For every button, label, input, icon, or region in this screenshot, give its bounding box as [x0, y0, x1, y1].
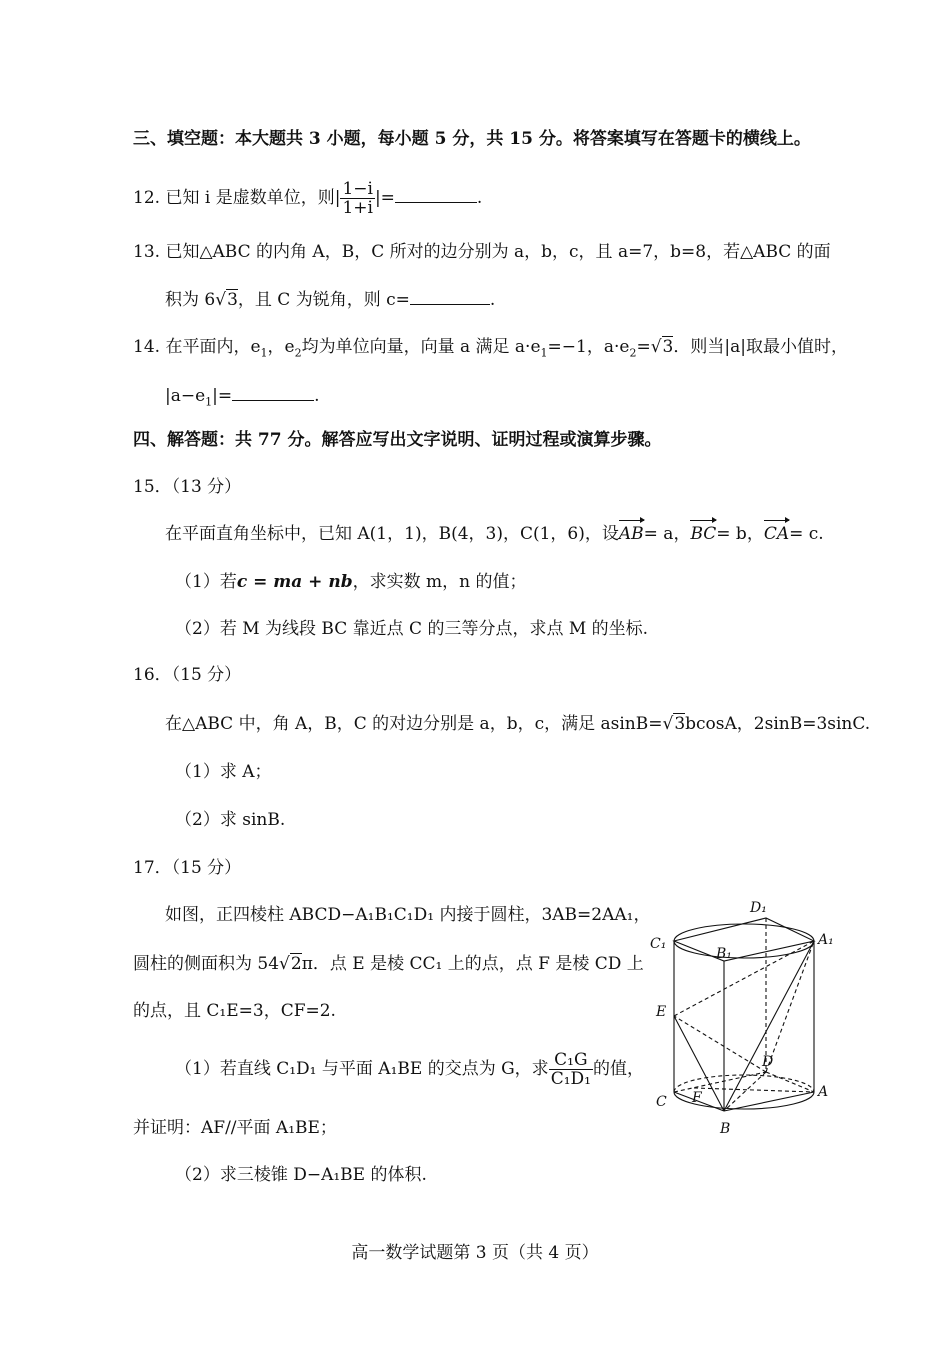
q16-stem: 在△ABC 中，角 A，B，C 的对边分别是 a，b，c，满足 asinB=√3bcosA，2sinB=3sinC.: [165, 714, 871, 734]
q15-stem: 在平面直角坐标中，已知 A(1，1)，B(4，3)，C(1，6)，设AB= a，BC= b，CA= c.: [165, 524, 824, 544]
edge-da: [766, 1072, 814, 1092]
q12-text: 已知 i 是虚数单位，则|: [165, 188, 341, 208]
q16-part-1: （1）求 A；: [175, 762, 272, 782]
question-13-line-1: 13. 已知△ABC 的内角 A，B，C 所对的边分别为 a，b，c，且 a=7，b=8，若△ABC 的面: [133, 242, 831, 262]
label-b1: B₁: [716, 946, 732, 962]
q17-part-2: （2）求三棱锥 D−A₁BE 的体积.: [175, 1165, 427, 1185]
top-ellipse: [674, 924, 814, 958]
vector-bc: BC: [690, 524, 717, 544]
question-14-line-2: $|a-e_1|=$ .: [165, 386, 320, 409]
section-3-title: 三、填空题：本大题共 3 小题，每小题 5 分，共 15 分。将答案填写在答题卡的横线上。: [133, 129, 811, 149]
q17-line-2: 圆柱的侧面积为 54√2π．点 E 是棱 CC₁ 上的点，点 F 是棱 CD 上: [133, 954, 644, 974]
q12-answer-blank[interactable]: [395, 188, 477, 203]
q17-header: 17．（15 分）: [133, 858, 242, 878]
q15-header: 15．（13 分）: [133, 477, 242, 497]
vector-ab: AB: [618, 524, 644, 544]
q15-part-1: （1）若c = ma + nb，求实数 m，n 的值；: [175, 572, 527, 592]
vector-ca: CA: [763, 524, 790, 544]
q17-part-1-continued: 并证明：AF//平面 A₁BE；: [133, 1118, 337, 1138]
q17-part-1: （1）若直线 C₁D₁ 与平面 A₁BE 的交点为 G，求 $\frac{\text{C₁G}}{\text{C₁D₁}}$ 的值，: [175, 1050, 644, 1089]
label-d: D: [762, 1054, 774, 1070]
q16-header: 16．（15 分）: [133, 665, 242, 685]
q17-fraction: $\frac{\text{C₁G}}{\text{C₁D₁}}$: [550, 1050, 591, 1089]
line-a1b: [724, 941, 814, 1111]
line-da1: [766, 941, 814, 1072]
label-a: A: [818, 1084, 829, 1100]
q12-fraction: $\frac{1-i}{1+i}$: [342, 179, 373, 218]
line-de: [674, 1016, 766, 1072]
question-13-line-2: 积为 6√3，且 C 为锐角，则 c= .: [165, 290, 496, 310]
page-footer: 高一数学试题第 3 页（共 4 页）: [351, 1243, 599, 1263]
label-b: B: [720, 1121, 731, 1137]
line-ea1: [674, 941, 814, 1016]
label-e: E: [656, 1004, 667, 1020]
q12-number: 12.: [133, 188, 161, 208]
section-4-title: 四、解答题：共 77 分。解答应写出文字说明、证明过程或演算步骤。: [133, 430, 662, 450]
cylinder-prism-figure: [646, 896, 846, 1146]
label-f: F: [692, 1090, 702, 1106]
q14-answer-blank[interactable]: [232, 386, 314, 401]
question-14-line-1: 14. 在平面内，$e_1$，$e_2$均为单位向量，向量 a 满足 $a\cdot e_1=-1$，$a\cdot e_2=√3$．则当|a|取最小值时，: [133, 337, 848, 360]
label-c1: C₁: [650, 936, 667, 952]
q16-part-2: （2）求 sinB.: [175, 810, 286, 830]
label-c: C: [656, 1094, 667, 1110]
q17-line-1: 如图，正四棱柱 ABCD−A₁B₁C₁D₁ 内接于圆柱，3AB=2AA₁，: [165, 905, 651, 925]
label-d1: D₁: [750, 900, 767, 916]
line-db: [724, 1072, 766, 1111]
q15-part-2: （2）若 M 为线段 BC 靠近点 C 的三等分点，求点 M 的坐标.: [175, 619, 649, 639]
edge-cd: [674, 1072, 766, 1092]
q13-answer-blank[interactable]: [410, 290, 490, 305]
question-12: 12. 已知 i 是虚数单位，则| $\frac{1-i}{1+i}$ |= .: [133, 179, 483, 218]
label-a1: A₁: [818, 932, 834, 948]
q17-line-3: 的点，且 C₁E=3，CF=2.: [133, 1001, 336, 1021]
